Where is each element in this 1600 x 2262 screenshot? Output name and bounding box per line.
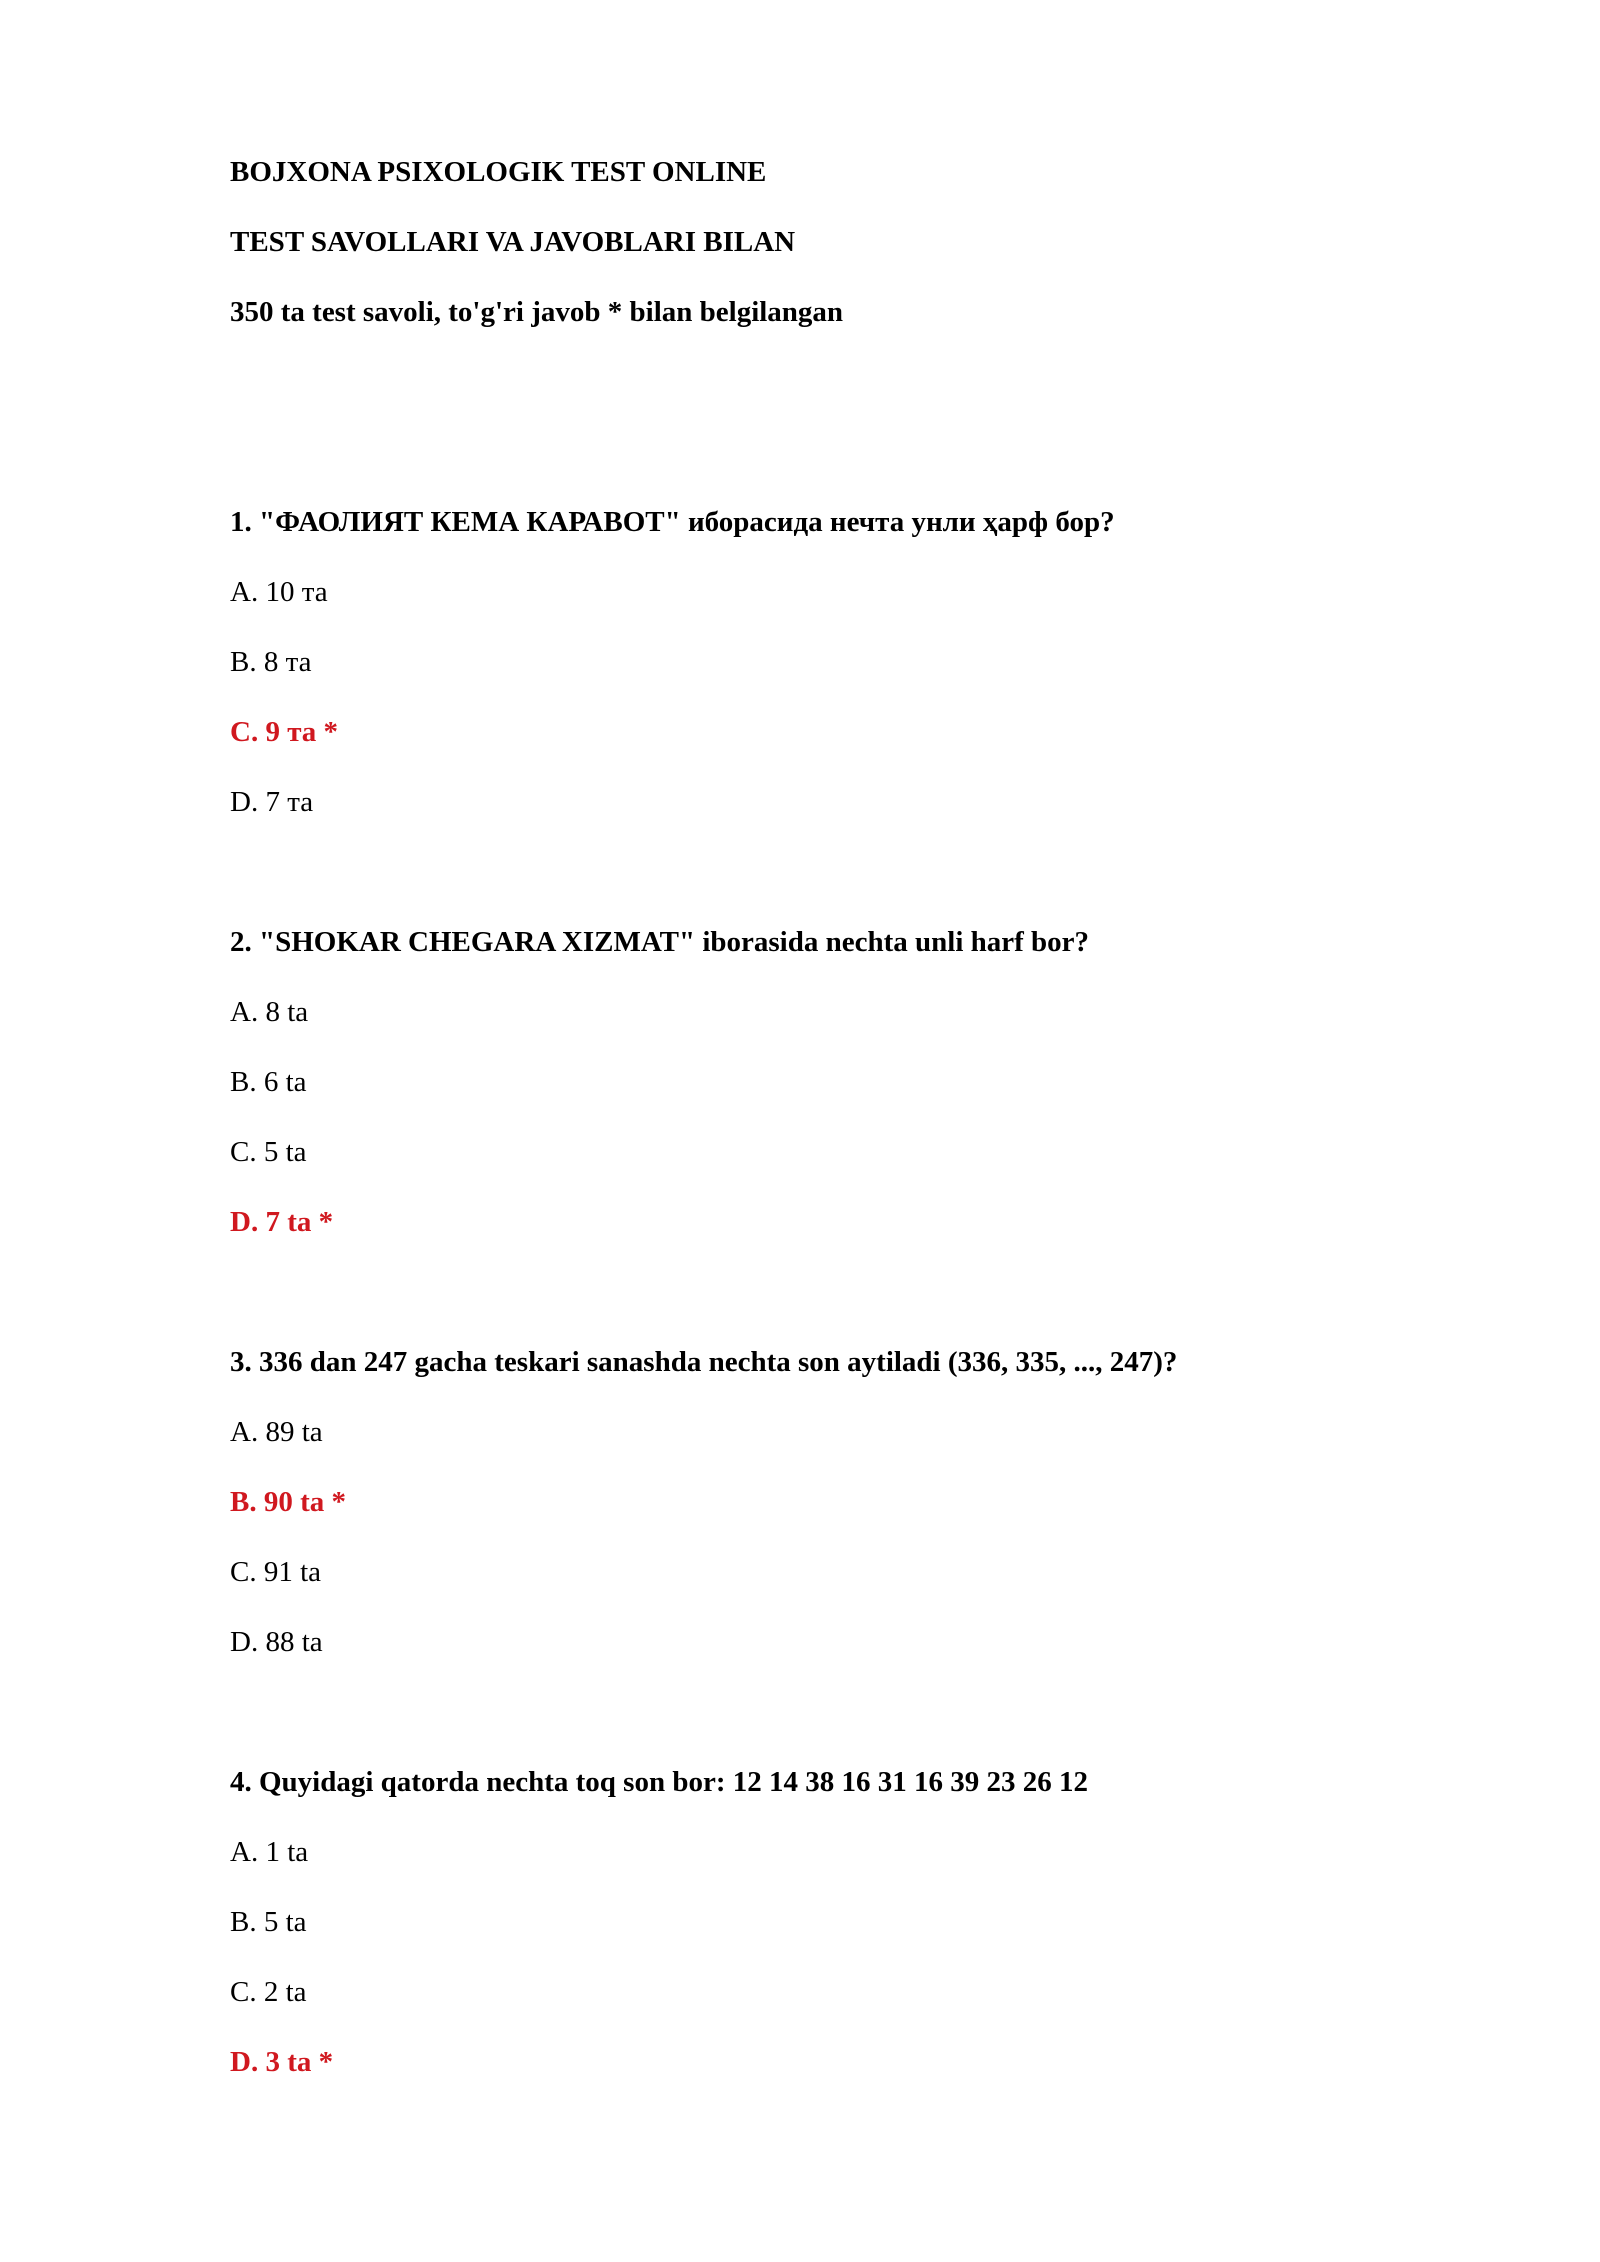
correct-answer-option: D. 3 ta * <box>230 2046 334 2078</box>
correct-answer-option: C. 9 та * <box>230 716 339 748</box>
answer-option: C. 91 ta <box>230 1556 322 1588</box>
answer-option: C. 2 ta <box>230 1976 307 2008</box>
answer-option: A. 1 ta <box>230 1836 309 1868</box>
answer-option: B. 6 ta <box>230 1066 307 1098</box>
correct-answer-option: D. 7 ta * <box>230 1206 334 1238</box>
answer-option: B. 8 та <box>230 646 312 678</box>
document-title: BOJXONA PSIXOLOGIK TEST ONLINE <box>230 156 767 188</box>
question-text: 2. "SHOKAR CHEGARA XIZMAT" iborasida nechta unli harf bor? <box>230 926 1090 958</box>
answer-option: A. 89 ta <box>230 1416 323 1448</box>
correct-answer-option: B. 90 ta * <box>230 1486 346 1518</box>
answer-option: D. 88 ta <box>230 1626 323 1658</box>
question-text: 4. Quyidagi qatorda nechta toq son bor: 12 14 38 16 31 16 39 23 26 12 <box>230 1766 1088 1798</box>
answer-option: A. 10 та <box>230 576 328 608</box>
document-note: 350 ta test savoli, to'g'ri javob * bilan belgilangan <box>230 296 844 328</box>
document-subtitle: TEST SAVOLLARI VA JAVOBLARI BILAN <box>230 226 796 258</box>
question-text: 3. 336 dan 247 gacha teskari sanashda nechta son aytiladi (336, 335, ..., 247)? <box>230 1346 1178 1378</box>
answer-option: D. 7 та <box>230 786 314 818</box>
question-text: 1. "ФАОЛИЯТ КЕМА КАРАВОТ" иборасида нечта унли ҳарф бор? <box>230 506 1115 538</box>
answer-option: B. 5 ta <box>230 1906 307 1938</box>
answer-option: C. 5 ta <box>230 1136 307 1168</box>
answer-option: A. 8 ta <box>230 996 309 1028</box>
